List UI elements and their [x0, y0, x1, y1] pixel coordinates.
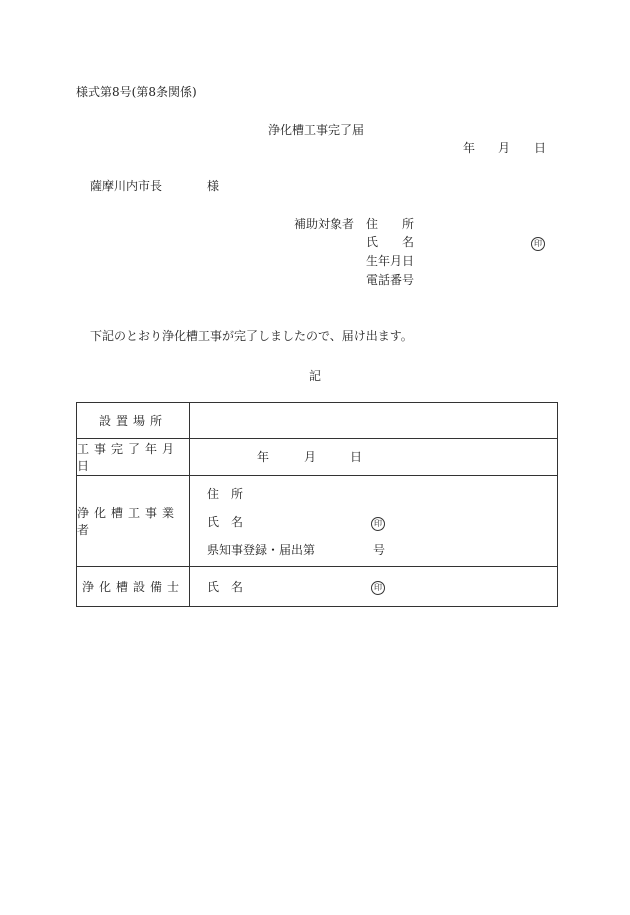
completion-month: 月 [304, 450, 317, 464]
contractor-registration-label: 県知事登録・届出第 [207, 543, 316, 557]
date-month: 月 [498, 141, 511, 155]
seal-icon: 印 [371, 517, 385, 531]
installation-site-label: 設置場所 [77, 403, 190, 438]
applicant-birthdate-label: 生年月日 [366, 254, 415, 268]
applicant-label: 補助対象者 [294, 217, 355, 231]
ki-heading: 記 [309, 369, 322, 383]
applicant-name-label: 氏 名 [366, 235, 415, 249]
applicant-seal-mark [531, 236, 545, 251]
engineer-name-label: 氏 名 [207, 580, 244, 594]
addressee-name: 薩摩川内市長 [90, 179, 163, 193]
form-number: 様式第8号(第8条関係) [76, 85, 197, 99]
engineer-seal-mark [371, 580, 385, 595]
engineer-label: 浄化槽設備士 [77, 567, 190, 606]
row-contractor [77, 476, 557, 567]
row-completion-date [77, 439, 557, 476]
row-engineer [77, 567, 557, 606]
completion-day: 日 [350, 450, 363, 464]
body-text: 下記のとおり浄化槽工事が完了しましたので、届け出ます。 [90, 329, 413, 343]
addressee-honorific: 様 [207, 179, 220, 193]
completion-table [76, 402, 558, 607]
row-installation-site [77, 403, 557, 439]
document-title: 浄化槽工事完了届 [268, 123, 365, 137]
date-day: 日 [534, 141, 547, 155]
applicant-address-label: 住 所 [366, 217, 415, 231]
seal-icon: 印 [371, 581, 385, 595]
applicant-phone-label: 電話番号 [366, 273, 415, 287]
contractor-label: 浄化槽工事業者 [77, 476, 190, 566]
contractor-number-suffix: 号 [373, 543, 386, 557]
contractor-address-label: 住 所 [207, 487, 244, 501]
contractor-seal-mark [371, 516, 385, 531]
date-year: 年 [463, 141, 476, 155]
completion-year: 年 [257, 450, 270, 464]
contractor-name-label: 氏 名 [207, 515, 244, 529]
seal-icon: 印 [531, 237, 545, 251]
completion-date-label: 工事完了年月日 [77, 439, 190, 475]
